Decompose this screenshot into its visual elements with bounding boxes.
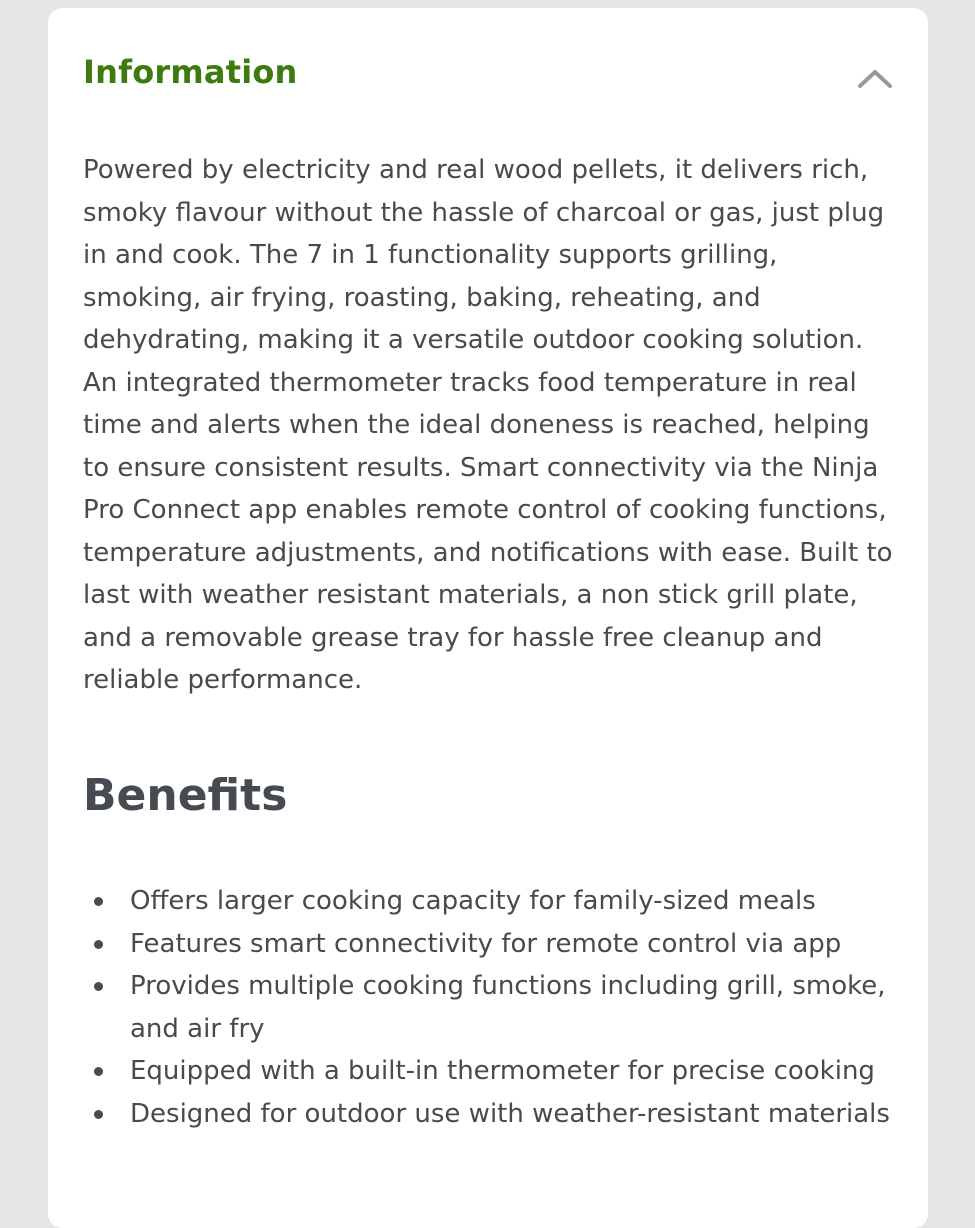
benefit-text: Designed for outdoor use with weather-resistant materials xyxy=(130,1098,890,1129)
bullet-icon xyxy=(94,940,103,949)
benefit-item xyxy=(130,1093,910,1136)
benefit-text: Provides multiple cooking functions including grill, smoke, and air fry xyxy=(130,971,886,1044)
benefit-item xyxy=(130,880,910,923)
information-card xyxy=(48,8,928,1228)
bullet-icon xyxy=(94,1067,103,1076)
information-title: Information xyxy=(83,53,298,91)
benefits-title: Benefits xyxy=(83,770,288,821)
benefit-text: Equipped with a built-in thermometer for precise cooking xyxy=(130,1056,875,1086)
benefit-item xyxy=(130,923,910,966)
chevron-up-icon[interactable] xyxy=(857,64,893,92)
benefits-list xyxy=(130,880,910,1135)
product-description: Powered by electricity and real wood pellets, it delivers rich, smoky flavour without the hassle of charcoal or gas, just plug in and cook. The 7 in 1 functionality supports grilling, smoking, air frying, roasting, baking, reheating, and dehydrating, making it a versatile outdoor cooking solution. An integrated thermometer tracks food temperature in real time and alerts when the ideal doneness is reached, helping to ensure consistent results. Smart connectivity via the Ninja Pro Connect app enables remote control of cooking functions, temperature adjustments, and notifications with ease. Built to last with weather resistant materials, a non stick grill plate, and a removable grease tray for hassle free cleanup and reliable performance. xyxy=(83,155,893,695)
bullet-icon xyxy=(94,897,103,906)
bullet-icon xyxy=(94,982,103,991)
benefit-item xyxy=(130,965,910,1050)
benefit-item xyxy=(130,1050,910,1093)
benefit-text: Offers larger cooking capacity for family-sized meals xyxy=(130,886,816,916)
benefit-text: Features smart connectivity for remote control via app xyxy=(130,928,842,959)
information-accordion-header[interactable] xyxy=(83,52,893,108)
bullet-icon xyxy=(94,1110,103,1119)
